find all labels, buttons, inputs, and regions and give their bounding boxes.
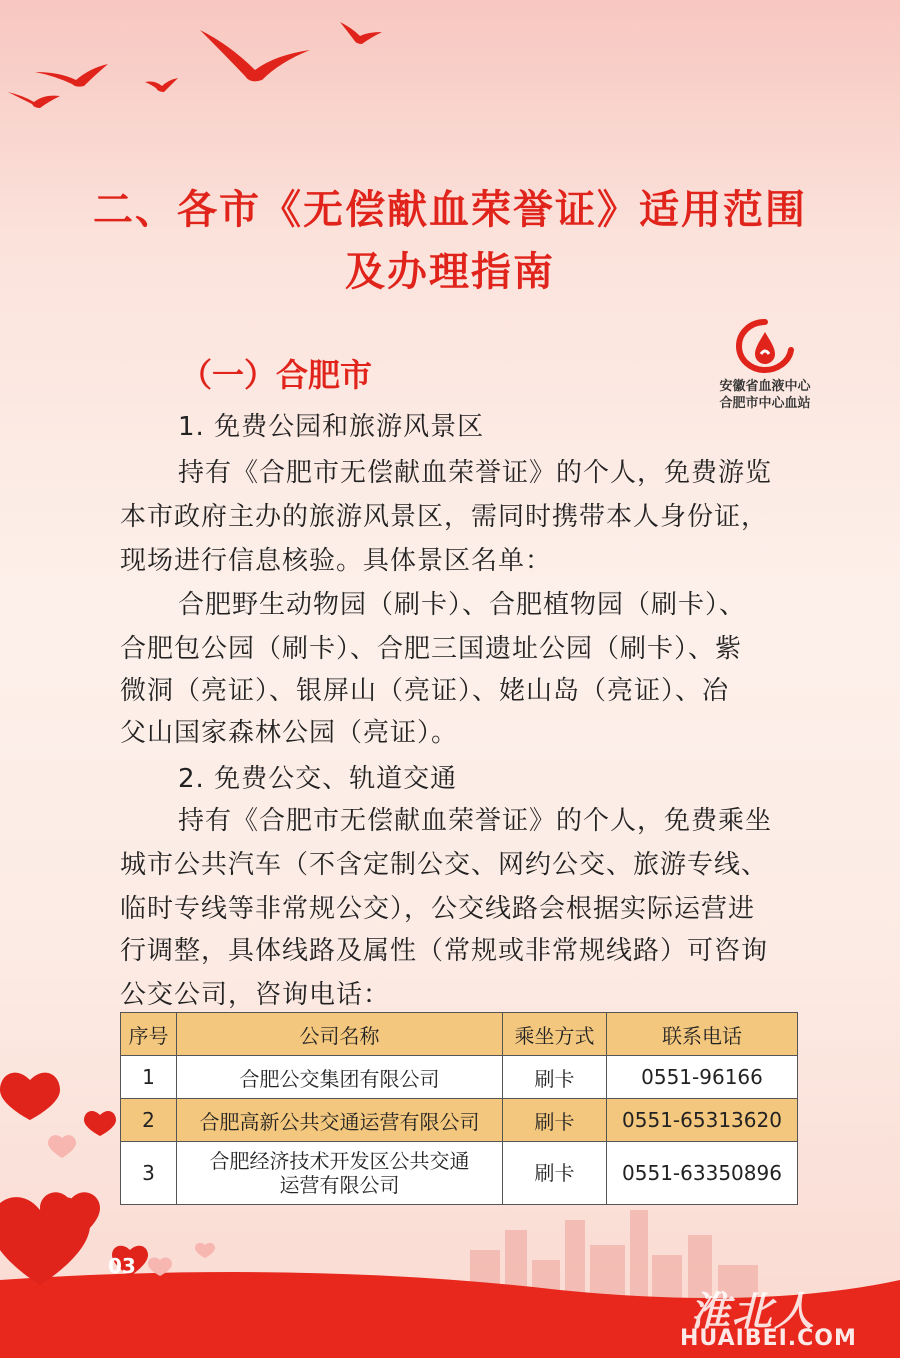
paragraph-line: 行调整，具体线路及属性（常规或非常规线路）可咨询: [120, 936, 769, 966]
table-row: [121, 1099, 798, 1142]
logo-text-line2: 合肥市中心血站: [719, 396, 811, 411]
flying-birds-decoration: [0, 0, 420, 130]
header-company: 公司名称: [177, 1013, 503, 1056]
bird-icon: [340, 22, 382, 44]
cell-company: 合肥公交集团有限公司: [177, 1056, 503, 1099]
bus-company-table: [120, 1012, 798, 1205]
header-method: 乘坐方式: [503, 1013, 607, 1056]
cell-phone: 0551-65313620: [607, 1099, 798, 1142]
cell-phone: 0551-63350896: [607, 1142, 798, 1205]
table-row: [121, 1056, 798, 1099]
paragraph-line: 持有《合肥市无偿献血荣誉证》的个人，免费乘坐: [178, 806, 773, 836]
paragraph-line: 微洞（亮证）、银屏山（亮证）、姥山岛（亮证）、冶: [120, 676, 730, 706]
page-number: 03: [108, 1254, 136, 1278]
watermark-logo-text: 淮北人: [690, 1289, 816, 1335]
paragraph-line: 本市政府主办的旅游风景区，需同时携带本人身份证，: [120, 502, 769, 532]
blood-center-logo: [700, 318, 830, 412]
subheading-parks: 1. 免费公园和旅游风景区: [178, 412, 485, 442]
cell-company: [177, 1142, 503, 1205]
section-heading: （一）合肥市: [180, 356, 373, 394]
watermark-url: HUAIBEI.COM: [680, 1326, 857, 1351]
cell-no: 2: [121, 1099, 177, 1142]
blood-drop-logo-icon: [733, 318, 797, 374]
bird-icon: [200, 30, 310, 81]
cell-method: 刷卡: [503, 1142, 607, 1205]
bird-icon: [35, 64, 108, 87]
cell-company: 合肥高新公共交通运营有限公司: [177, 1099, 503, 1142]
cell-method: 刷卡: [503, 1099, 607, 1142]
cell-company-line1: 合肥经济技术开发区公共交通: [209, 1149, 470, 1173]
cell-no: 1: [121, 1056, 177, 1099]
cell-company-line2: 运营有限公司: [279, 1173, 400, 1197]
page-title-line2: 及办理指南: [345, 249, 555, 295]
subheading-transit: 2. 免费公交、轨道交通: [178, 764, 458, 794]
bird-icon: [145, 78, 178, 92]
header-phone: 联系电话: [607, 1013, 798, 1056]
table-row: [121, 1142, 798, 1205]
bird-icon: [8, 92, 60, 108]
paragraph-line: 父山国家森林公园（亮证）。: [120, 718, 459, 748]
paragraph-line: 城市公共汽车（不含定制公交、网约公交、旅游专线、: [120, 850, 769, 880]
paragraph-line: 现场进行信息核验。具体景区名单：: [120, 546, 553, 576]
paragraph-line: 合肥野生动物园（刷卡）、合肥植物园（刷卡）、: [178, 590, 747, 620]
cell-method: 刷卡: [503, 1056, 607, 1099]
paragraph-line: 公交公司，咨询电话：: [120, 980, 391, 1010]
page-title-line1: 二、各市《无偿献血荣誉证》适用范围: [93, 187, 807, 233]
header-no: 序号: [121, 1013, 177, 1056]
cell-no: 3: [121, 1142, 177, 1205]
paragraph-line: 合肥包公园（刷卡）、合肥三国遗址公园（刷卡）、紫: [120, 634, 743, 664]
cell-phone: 0551-96166: [607, 1056, 798, 1099]
logo-text-line1: 安徽省血液中心: [719, 379, 811, 394]
paragraph-line: 临时专线等非常规公交），公交线路会根据实际运营进: [120, 894, 756, 924]
table-header-row: [121, 1013, 798, 1056]
paragraph-line: 持有《合肥市无偿献血荣誉证》的个人，免费游览: [178, 458, 773, 488]
